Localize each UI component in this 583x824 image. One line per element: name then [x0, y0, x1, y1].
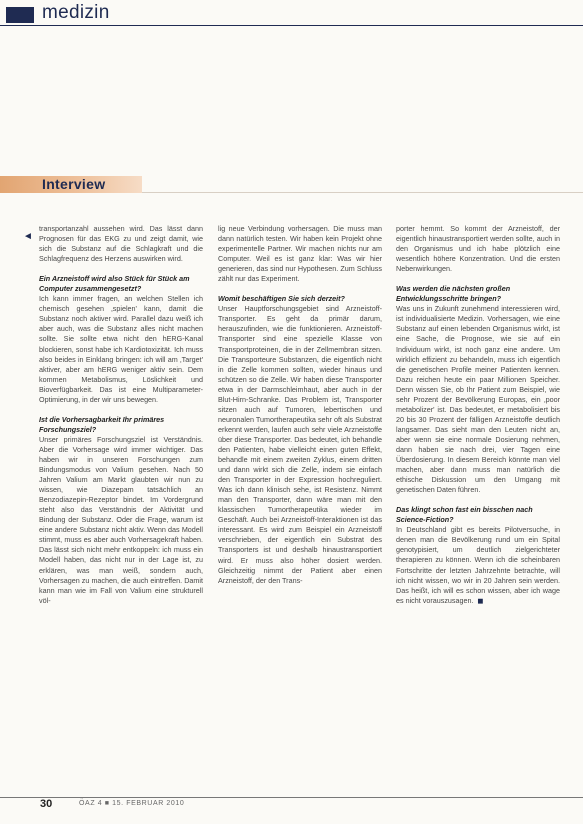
interview-question: Das klingt schon fast ein bisschen nach Science-Fiction? — [396, 505, 533, 525]
answer-paragraph — [396, 304, 560, 495]
answer-paragraph — [39, 294, 203, 405]
text-column-3 — [396, 224, 560, 606]
answer-text: Unser Hauptforschungsgebiet sind Arzneistoff-Transporter. Es geht da primär darum, herauszufinden, wie die funktionieren. Arzneistoff-Transporter sind eine spezielle Klasse von Transportproteinen, die in der Zellmembran sitzen. Die Transporteure Substanzen, die eigentlich nicht in die Zelle kommen sollten, wieder hinaus und schützen so die Zelle. Wir haben diese Transporter etwa in der Darmschleimhaut, aber auch in der Blut-Hirn-Schranke. Das Problem ist, Transporter sitzen auch auf Tumoren, lebertischen und neuronalen Tumortherapeutika sehr oft als Substrat erkennt werden, laufen auch sehr viele Arzneistoffe über diese Transporter. Das bedeutet, ich behandle den Patienten, habe vielleicht einen guten Effekt, behandle mit einem zweiten Zyklus, einem dritten und dann wirkt sich die Zelle, indem sie einfach den Transporter in der Expression hochreguliert. Was ich dann klinisch sehe, ist Resistenz. Nimmt man den Transporter, dann wäre man mit den klassischen Tumortherapeutika wieder im Geschäft. Auch bei Arzneistoff-Interaktionen ist das interessant. Es wird zum Beispiel ein Arzneistoff verschrieben, der eigentlich ein Substrat des Transporters ist und deshalb hinaustransportiert wird. Er muss also höher dosiert werden. Gleichzeitig nimmt der Patient aber einen Arzneistoff, der den Trans- — [218, 304, 382, 585]
footer-rule — [0, 797, 583, 798]
answer-text: Ich kann immer fragen, an welchen Stellen ich chemisch gesehen ‚spielen' kann, damit die Substanz noch aktiver wird. Parallel dazu weiß ich aber auch, was die Substanz alles nicht machen sollte. Sie sollte etwa nicht den hERG-Kanal blockieren, sonst habe ich Kardiotoxizität. Ich muss also beides in Einklang bringen: ich will am ‚Target' aktiver, aber am hERG weniger aktiv sein. Dem kommen Metabolismus, Löslichkeit und Bioverfügbarkeit. Das ist eine Multiparameter-Optimierung, in der wir uns bewegen. — [39, 294, 203, 404]
continuation-arrow-icon: ◄ — [23, 231, 33, 242]
section-title: medizin — [42, 2, 110, 23]
interview-question: Ein Arzneistoff wird also Stück für Stück am Computer zusammengesetzt? — [39, 274, 190, 294]
paragraph-gap — [39, 264, 203, 274]
page-header — [0, 0, 583, 30]
interview-question: Was werden die nächsten großen Entwicklungsschritte bringen? — [396, 284, 511, 304]
section-divider — [142, 192, 583, 193]
paragraph-gap — [396, 274, 560, 284]
answer-text: In Deutschland gibt es bereits Pilotversuche, in denen man die Bevölkerung rund um ein Spital genotypisiert, um deutlich zielgerichteter therapieren zu können. Wenn ich die scheinbaren Fortschritte der letzten Jahrzehnte betrachte, will ich nicht wissen, wo wir in 20 Jahren sein werden. Das heißt, ich will es schon wissen, aber ich wage es nicht vorauszusagen. — [396, 525, 560, 605]
answer-text: transportanzahl aussehen wird. Das lässt dann Prognosen für das EKG zu und zeigt damit, wie sich die Substanz auf die Schlagkraft und die Schlagfrequenz des Herzens auswirken wird. — [39, 224, 203, 264]
publication-info: ÖAZ 4 ■ 15. FEBRUAR 2010 — [79, 800, 185, 807]
interview-question: Womit beschäftigen Sie sich derzeit? — [218, 294, 345, 304]
page-number: 30 — [40, 798, 53, 810]
paragraph-gap — [396, 495, 560, 505]
answer-text: porter hemmt. So kommt der Arzneistoff, der eigentlich hinaustransportiert werden sollte, auch in den Organismus und ich habe plötzlich eine wesentlich höhere Konzentration. Und die ersten Nebenwirkungen. — [396, 224, 560, 274]
paragraph-gap — [218, 284, 382, 294]
interview-question: Ist die Vorhersagbarkeit Ihr primäres Forschungsziel? — [39, 414, 165, 434]
answer-text: Unser primäres Forschungsziel ist Verständnis. Aber die Vorhersage wird immer wichtiger. Das haben wir in unseren Forschungen zum Bindungsmodus von Valium gesehen. Nach 50 Jahren Valium am Markt glaubten wir nun zu wissen, wie Diazepam tatsächlich an Benzodiazepin-Rezeptor bindet. Im Vordergrund steht also das Verständnis der Aktivität und Bindung der Substanz. Oder die Frage, warum ist eine andere Substanz nicht aktiv. Wenn das Modell stimmt, muss es aber auch Vorhersagekraft haben. Das lässt sich nicht mehr entkoppeln: ich muss ein Modell haben, das nicht nur in der Lage ist, zu erklären, was man weiß, sondern auch, Vorhersagen zu machen, die auch eintreffen. Damit kann man wie im Fall von Valium eine strukturell völ- — [39, 434, 203, 605]
answer-text: lig neue Verbindung vorhersagen. Die muss man dann natürlich testen. Wir haben kein Projekt ohne experimentelle Partner. Wir machen nichts nur am Computer. Weil es ist ganz klar: Was wir hier generieren, das sind nur Hypothesen. Zum Schluss zählt nur das Experiment. — [218, 224, 382, 284]
header-rule — [0, 25, 583, 26]
paragraph-gap — [39, 405, 203, 415]
answer-paragraph — [396, 525, 560, 605]
answer-paragraph — [218, 224, 382, 284]
answer-text: Was uns in Zukunft zunehmend interessieren wird, ist individualisierte Medizin. Vorhersagen, wie eine Substanz auf einen lebenden Organismus wirkt, ist eine Sache, die Prognose, wie sie auf ein Individuum wirkt, ist noch ganz eine andere. Um wirklich effizient zu behandeln, muss ich eigentlich die genetischen Profile meiner Patienten kennen. Dazu reichen heute ein paar Millionen Speicher. Denn wissen Sie, ob Ihr Patient zum Beispiel, wie sehr Prozent der Bevölkerung Europas, ein ‚poor metabolizer' ist. Das bedeutet, er metabolisiert bis 20 bis 30 Prozent der fälligen Arzneistoffe deutlich langsamer. Das sieht man den Leuten nicht an, aber wenn sie eine normale Dosierung nehmen, dann haben sie nach drei, vier Tagen eine Überdosierung. In diesem Bereich könnte man viel machen, aber dann muss man natürlich die ethische Diskussion um den Umgang mit genetischen Daten führen. — [396, 304, 560, 495]
interview-label: Interview — [42, 176, 106, 192]
answer-paragraph — [218, 304, 382, 585]
text-column-1 — [39, 224, 203, 606]
answer-paragraph — [39, 224, 203, 264]
answer-paragraph — [39, 435, 203, 606]
article-end-icon: ◼ — [477, 595, 484, 605]
section-color-block — [6, 7, 34, 23]
text-column-2 — [218, 224, 382, 586]
answer-paragraph — [396, 224, 560, 274]
